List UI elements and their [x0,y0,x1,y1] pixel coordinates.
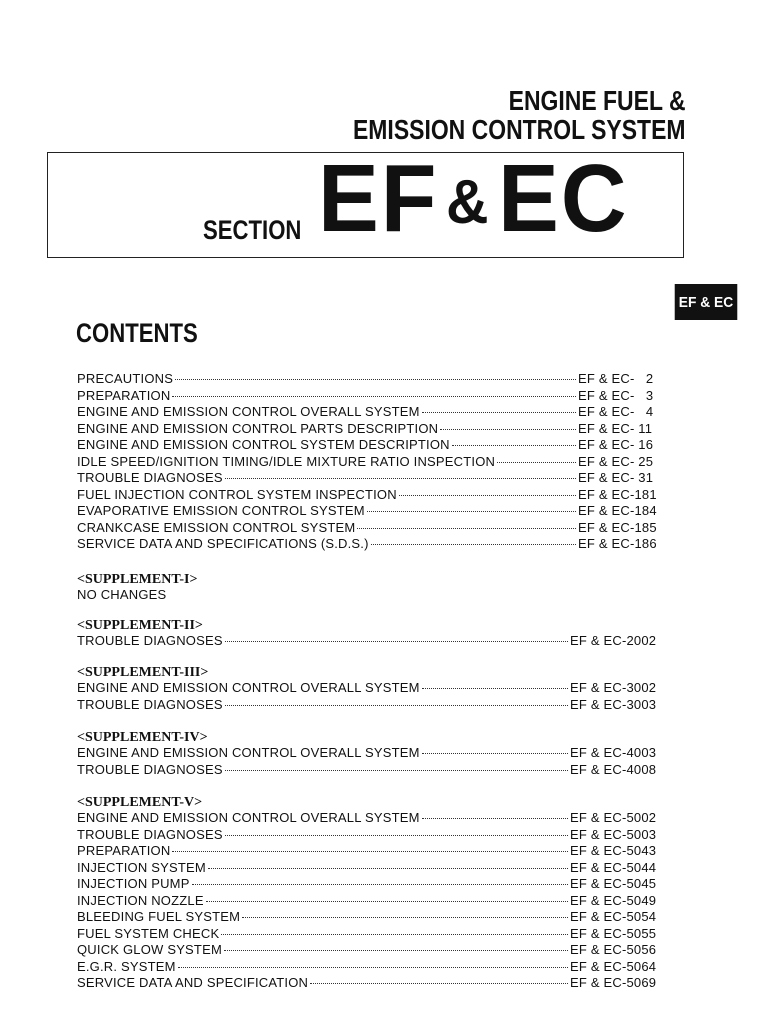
toc-entry-page: EF & EC-5049 [570,892,657,908]
dot-leader [422,402,576,413]
toc-entry-page: EF & EC-186 [578,536,657,551]
toc-entry [77,975,662,992]
dot-leader [208,858,568,869]
dot-leader [422,678,568,689]
toc-entry-title: IDLE SPEED/IGNITION TIMING/IDLE MIXTURE RATIO INSPECTION [77,453,496,469]
toc-entry-page: EF & EC- 2 [578,371,654,386]
dot-leader [221,924,568,935]
contents-heading: CONTENTS [76,318,198,348]
toc-entry-page: EF & EC-5045 [570,876,657,891]
toc-entry [77,762,662,779]
supplement-heading: <SUPPLEMENT-IV> [77,730,208,745]
toc-entry-title: ENGINE AND EMISSION CONTROL OVERALL SYSTEM [77,810,420,825]
toc-entry-title: TROUBLE DIAGNOSES [77,633,223,648]
toc-entry-title: E.G.R. SYSTEM [77,958,176,974]
toc-entry-page: EF & EC-184 [578,503,657,518]
toc-entry-title: PREPARATION [77,387,171,403]
toc-entry-title: SERVICE DATA AND SPECIFICATION [77,975,309,990]
toc-entry-title: TROUBLE DIAGNOSES [77,761,223,777]
toc-entry-page: EF & EC- 4 [578,404,654,419]
dot-leader [225,760,568,771]
dot-leader [225,825,568,836]
toc-entry-title: ENGINE AND EMISSION CONTROL SYSTEM DESCRIPTION [77,437,450,452]
supplement-heading: <SUPPLEMENT-III> [77,665,209,680]
section-code-right: EC [497,145,629,252]
toc-entry [77,633,662,650]
toc-entry-page: EF & EC-5069 [570,975,657,990]
section-banner [47,145,684,258]
supplement-heading: <SUPPLEMENT-V> [77,795,203,810]
supplement-heading: <SUPPLEMENT-II> [77,618,203,633]
chapter-title-line-2: EMISSION CONTROL SYSTEM [353,114,686,145]
toc-entry-page: EF & EC-4003 [570,745,657,760]
toc-entry-page: EF & EC-5003 [570,826,657,842]
toc-entry-page: EF & EC-185 [578,519,657,535]
toc-entry-page: EF & EC-5002 [570,810,657,825]
toc-entry-page: EF & EC-5043 [570,843,657,858]
toc-entry-page: EF & EC- 25 [578,453,654,469]
dot-leader [225,468,576,479]
toc-entry-title: INJECTION PUMP [77,876,190,891]
supplement-toc-list [77,745,662,778]
dot-leader [422,808,568,819]
toc-entry-page: EF & EC- 11 [578,420,653,436]
dot-leader [242,907,568,918]
toc-entry-page: EF & EC-5056 [570,942,657,957]
dot-leader [172,386,576,397]
toc-entry-title: FUEL SYSTEM CHECK [77,925,220,941]
dot-leader [310,973,568,984]
toc-entry-title: CRANKCASE EMISSION CONTROL SYSTEM [77,519,356,535]
supplement-5 [77,795,662,992]
toc-entry-title: ENGINE AND EMISSION CONTROL PARTS DESCRIPTION [77,420,439,436]
dot-leader [225,631,568,642]
supplement-toc-list [77,633,662,650]
toc-entry-page: EF & EC-4008 [570,761,657,777]
main-toc-list [77,371,662,553]
section-word: SECTION [203,215,302,245]
supplement-1 [77,572,662,603]
toc-entry-title: ENGINE AND EMISSION CONTROL OVERALL SYSTEM [77,404,420,419]
toc-entry-title: PREPARATION [77,843,171,858]
section-code-left: EF [318,145,439,252]
toc-entry-title: INJECTION SYSTEM [77,859,206,875]
dot-leader [178,957,568,968]
toc-entry-page: EF & EC-181 [578,486,657,502]
toc-entry [77,536,662,553]
dot-leader [452,435,576,446]
supplement-3 [77,665,662,713]
toc-entry-title: FUEL INJECTION CONTROL SYSTEM INSPECTION [77,486,397,502]
toc-entry-page: EF & EC- 16 [578,437,654,452]
toc-entry-title: TROUBLE DIAGNOSES [77,696,223,712]
toc-entry-title: ENGINE AND EMISSION CONTROL OVERALL SYSTEM [77,745,420,760]
supplement-2 [77,618,662,650]
dot-leader [371,534,576,545]
toc-entry-title: QUICK GLOW SYSTEM [77,942,222,957]
supplement-note: NO CHANGES [77,587,167,602]
dot-leader [206,891,568,902]
toc-entry-page: EF & EC-5054 [570,909,657,924]
toc-entry-title: PRECAUTIONS [77,371,174,386]
toc-entry [77,697,662,714]
dot-leader [357,518,576,529]
dot-leader [440,419,576,430]
dot-leader [399,485,576,496]
dot-leader [497,452,576,463]
toc-entry-title: TROUBLE DIAGNOSES [77,826,223,842]
section-tab: EF & EC [675,284,738,320]
dot-leader [175,369,576,380]
toc-entry-title: EVAPORATIVE EMISSION CONTROL SYSTEM [77,503,365,518]
toc-entry-title: SERVICE DATA AND SPECIFICATIONS (S.D.S.) [77,536,369,551]
toc-entry-title: TROUBLE DIAGNOSES [77,470,223,485]
toc-entry-page: EF & EC-3002 [570,680,657,695]
toc-entry-page: EF & EC- 31 [578,470,654,485]
toc-entry-page: EF & EC-5055 [570,925,657,941]
toc-entry-title: ENGINE AND EMISSION CONTROL OVERALL SYSTEM [77,680,420,695]
dot-leader [172,841,568,852]
toc-entry-title: INJECTION NOZZLE [77,892,204,908]
supplement-toc-list [77,680,662,713]
section-code-amp: & [445,168,491,237]
toc-entry-page: EF & EC-5064 [570,958,657,974]
chapter-title-line-1: ENGINE FUEL & [509,85,686,116]
section-code [318,145,629,252]
supplement-4 [77,730,662,778]
toc-entry-page: EF & EC-5044 [570,859,657,875]
supplement-toc-list [77,810,662,992]
toc-entry-page: EF & EC- 3 [578,387,654,403]
chapter-title [353,86,686,144]
dot-leader [422,743,568,754]
supplement-heading: <SUPPLEMENT-I> [77,572,198,587]
dot-leader [225,695,568,706]
dot-leader [224,940,568,951]
dot-leader [192,874,568,885]
toc-entry-page: EF & EC-2002 [570,633,657,648]
dot-leader [367,501,576,512]
toc-entry-title: BLEEDING FUEL SYSTEM [77,909,241,924]
toc-entry-page: EF & EC-3003 [570,696,657,712]
